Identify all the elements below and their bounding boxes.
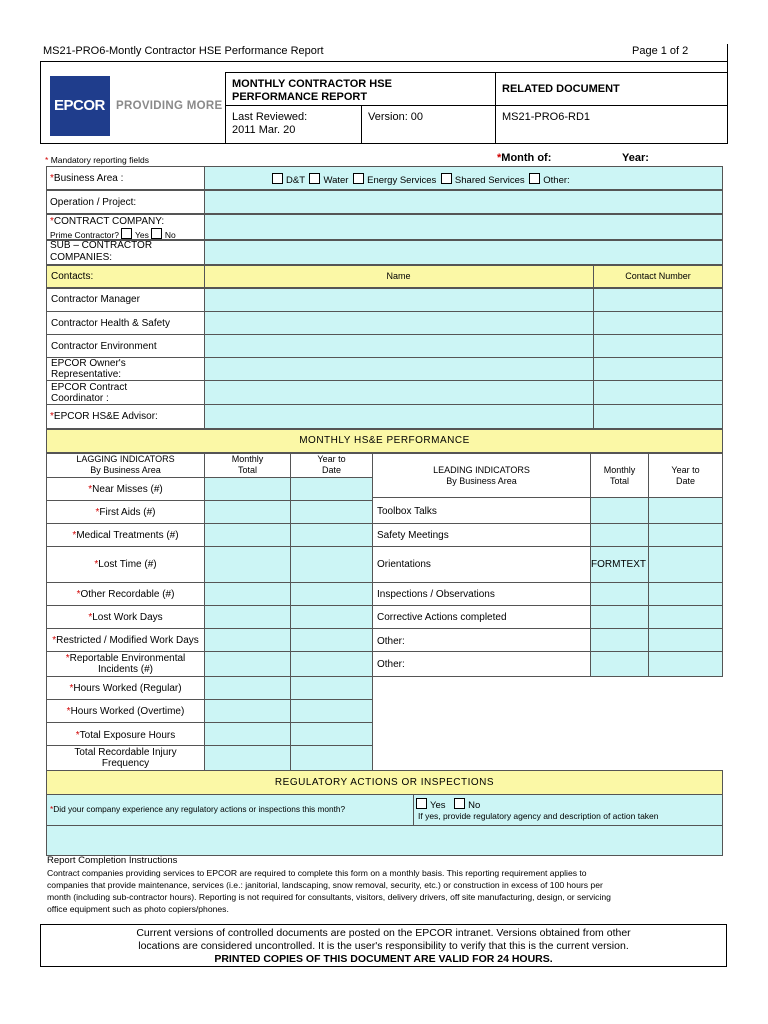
mandatory-note: * Mandatory reporting fields [45,155,149,165]
lagging-indicator-label: *Hours Worked (Overtime) [66,706,185,717]
lagging-indicator-label: Total Recordable Injury Frequency [74,747,177,769]
lagging-ytd-input[interactable] [290,651,373,677]
monthly-total-header: Monthly Total [231,454,264,475]
water-checkbox[interactable] [309,173,320,184]
lagging-ytd-input[interactable] [290,722,373,746]
contact-label: Contractor Environment [51,341,157,352]
instructions-line: companies that provide maintenance, services (i.e.: janitorial, landscaping, snow removal, security, etc.) or construction in excess of 100 hours per [47,880,603,890]
prime-contractor-question: Prime Contractor? Yes No [50,230,176,240]
year-label: Year: [622,152,649,164]
regulatory-question: *Did your company experience any regulatory actions or inspections this month? [50,804,346,814]
leading-ytd-input[interactable] [648,546,723,583]
lagging-indicator-label: *Near Misses (#) [88,484,163,495]
contact-name-input[interactable] [204,357,594,381]
leading-ytd-input[interactable] [648,582,723,606]
lagging-monthly-input[interactable] [204,546,291,583]
lagging-indicator-label: *Total Exposure Hours [75,730,176,741]
controlled-document-notice: Current versions of controlled documents are posted on the EPCOR intranet. Versions obtained from other locations are considered uncontrolled. It is the user's responsibility to verify that this is the current version. PRINTED COPIES OF THIS DOCUMENT ARE VALID FOR 24 HOURS. [40,924,727,967]
logo-slogan: PROVIDING MORE [116,100,223,112]
operation-project-input[interactable] [204,190,723,214]
other-checkbox[interactable] [529,173,540,184]
lagging-ytd-input[interactable] [290,628,373,652]
business-area-label: *Business Area : [50,173,124,184]
contact-name-input[interactable] [204,404,594,429]
leading-indicator-label: Safety Meetings [377,530,449,541]
lagging-ytd-input[interactable] [290,477,373,501]
leading-ytd-input[interactable] [648,628,723,652]
lagging-ytd-input[interactable] [290,745,373,771]
document-title: MS21-PRO6-Montly Contractor HSE Performance Report [43,45,324,57]
lagging-ytd-input[interactable] [290,582,373,606]
name-header: Name [386,271,411,281]
lagging-indicator-label: *Other Recordable (#) [76,589,175,600]
leading-monthly-input[interactable] [590,523,649,547]
contact-number-input[interactable] [593,380,723,405]
energy-services-checkbox[interactable] [353,173,364,184]
regulatory-description-input[interactable] [46,825,723,856]
instructions-line: office equipment such as photo copiers/phones. [47,904,229,914]
lagging-ytd-input[interactable] [290,546,373,583]
contact-number-input[interactable] [593,311,723,335]
leading-monthly-total-header: Monthly Total [603,465,636,486]
lagging-indicator-label: *First Aids (#) [95,507,156,518]
leading-indicators-header: LEADING INDICATORS By Business Area [433,465,530,486]
prime-yes-checkbox[interactable] [121,228,132,239]
lagging-indicator-label: *Reportable Environmental Incidents (#) [65,653,186,675]
contact-number-header: Contact Number [625,271,691,281]
performance-title: MONTHLY HS&E PERFORMANCE [299,435,470,446]
lagging-indicator-label: *Restricted / Modified Work Days [52,635,199,646]
business-area-options: D&T Water Energy Services Shared Services Other: [270,173,570,186]
leading-indicator-label: Inspections / Observations [377,589,495,600]
orientations-monthly-value: FORMTEXT [591,559,646,570]
contact-label: EPCOR Owner's Representative: [51,358,126,380]
lagging-monthly-input[interactable] [204,477,291,501]
contact-number-input[interactable] [593,357,723,381]
operation-project-label: Operation / Project: [50,197,137,208]
lagging-monthly-input[interactable] [204,605,291,629]
version: Version: 00 [368,111,424,123]
d-and-t-checkbox[interactable] [272,173,283,184]
lagging-monthly-input[interactable] [204,582,291,606]
lagging-ytd-input[interactable] [290,699,373,723]
page-number: Page 1 of 2 [632,45,689,57]
lagging-monthly-input[interactable] [204,628,291,652]
lagging-monthly-input[interactable] [204,745,291,771]
lagging-ytd-input[interactable] [290,676,373,700]
sub-contractor-input[interactable] [204,240,723,265]
contact-label: Contractor Health & Safety [51,318,170,329]
leading-indicator-label: Corrective Actions completed [377,612,507,623]
contact-number-input[interactable] [593,404,723,429]
lagging-monthly-input[interactable] [204,523,291,547]
report-title: MONTHLY CONTRACTOR HSE PERFORMANCE REPORT [232,78,392,103]
instructions-line: Contract companies providing services to EPCOR are required to complete this form on a monthly basis. This reporting requirement applies to [47,868,587,878]
leading-indicator-label: Other: [377,659,405,670]
regulatory-yes-checkbox[interactable] [416,798,427,809]
contact-number-input[interactable] [593,288,723,312]
lagging-monthly-input[interactable] [204,676,291,700]
lagging-indicator-label: *Medical Treatments (#) [72,530,179,541]
leading-monthly-input[interactable] [590,628,649,652]
related-document-id: MS21-PRO6-RD1 [502,111,591,123]
month-of-label: *Month of: [497,152,552,164]
instructions-line: month (including sub-contractor hours). Reporting is not required for consultants, visitors, delivery drivers, off site manufacturing, design, or servicing [47,892,611,902]
leading-ytd-input[interactable] [648,497,723,524]
contact-label: *EPCOR HS&E Advisor: [50,411,158,422]
contacts-label: Contacts: [51,271,94,282]
regulatory-title: REGULATORY ACTIONS OR INSPECTIONS [274,777,495,788]
contact-name-input[interactable] [204,334,594,358]
instructions-title: Report Completion Instructions [47,855,178,866]
related-document-label: RELATED DOCUMENT [502,83,620,95]
lagging-monthly-input[interactable] [204,651,291,677]
lagging-indicators-header: LAGGING INDICATORS By Business Area [76,454,175,475]
lagging-monthly-input[interactable] [204,500,291,524]
lagging-ytd-input[interactable] [290,605,373,629]
leading-year-to-date-header: Year to Date [671,465,700,486]
lagging-monthly-input[interactable] [204,699,291,723]
leading-indicator-label: Other: [377,636,405,647]
regulatory-if-yes: If yes, provide regulatory agency and description of action taken [418,811,659,821]
contract-company-label: *CONTRACT COMPANY: [50,216,165,227]
lagging-indicator-label: *Hours Worked (Regular) [69,683,182,694]
contract-company-input[interactable] [204,214,723,240]
epcor-logo: EPCOR [50,76,110,136]
leading-monthly-input[interactable] [590,651,649,677]
leading-ytd-input[interactable] [648,651,723,677]
leading-ytd-input[interactable] [648,523,723,547]
lagging-ytd-input[interactable] [290,500,373,524]
lagging-indicator-label: *Lost Work Days [88,612,163,623]
shared-services-checkbox[interactable] [441,173,452,184]
leading-monthly-input[interactable] [590,582,649,606]
sub-contractor-label: SUB – CONTRACTOR COMPANIES: [50,240,153,263]
year-to-date-header: Year to Date [317,454,346,475]
lagging-indicator-label: *Lost Time (#) [94,559,157,570]
lagging-ytd-input[interactable] [290,523,373,547]
regulatory-no-checkbox[interactable] [454,798,465,809]
contact-label: Contractor Manager [51,294,140,305]
contact-name-input[interactable] [204,288,594,312]
contact-number-input[interactable] [593,334,723,358]
leading-indicator-label: Orientations [377,559,431,570]
leading-indicator-label: Toolbox Talks [377,506,437,517]
leading-monthly-input[interactable] [590,497,649,524]
contact-label: EPCOR Contract Coordinator : [51,382,128,404]
regulatory-yes-no: Yes No [414,798,480,811]
leading-ytd-input[interactable] [648,605,723,629]
contact-name-input[interactable] [204,380,594,405]
lagging-monthly-input[interactable] [204,722,291,746]
last-reviewed: Last Reviewed: 2011 Mar. 20 [232,111,308,136]
prime-no-checkbox[interactable] [151,228,162,239]
contact-name-input[interactable] [204,311,594,335]
leading-monthly-input[interactable] [590,605,649,629]
